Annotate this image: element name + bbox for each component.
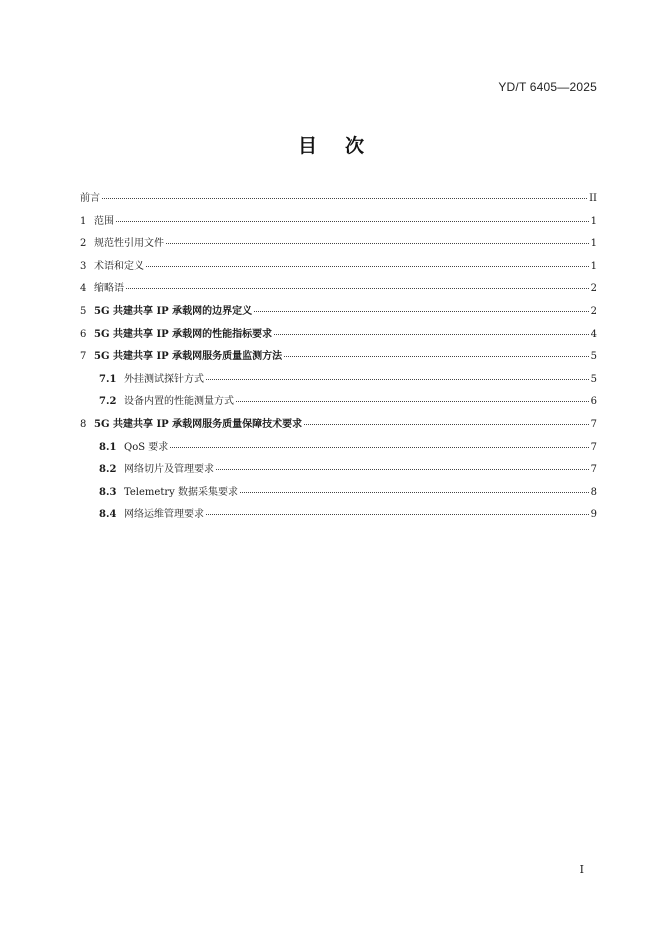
entry-page: 5 (590, 373, 597, 385)
entry-page: 5 (590, 351, 597, 363)
entry-page: 9 (590, 509, 597, 521)
entry-number: 8.3 (99, 486, 117, 498)
entry-page: 7 (590, 464, 597, 476)
entry-title: 5G 共建共享 IP 承载网的边界定义 (94, 305, 253, 317)
entry-title: 5G 共建共享 IP 承载网服务质量保障技术要求 (94, 418, 303, 430)
entry-title: 术语和定义 (94, 260, 144, 272)
toc-entry-7[interactable] (80, 350, 597, 373)
toc-entry-1[interactable] (80, 215, 597, 238)
entry-page: 1 (590, 238, 597, 250)
dot-leader (126, 288, 589, 289)
entry-number: 2 (80, 238, 87, 250)
entry-number: 8.4 (99, 509, 117, 521)
entry-title: 5G 共建共享 IP 承载网服务质量监测方法 (94, 351, 283, 363)
dot-leader (166, 243, 589, 244)
toc-entry-7-2[interactable] (80, 395, 597, 418)
table-of-contents (80, 192, 597, 531)
toc-entry-2[interactable] (80, 237, 597, 260)
entry-title: 网络切片及管理要求 (124, 464, 214, 476)
entry-title: Telemetry 数据采集要求 (124, 486, 238, 498)
dot-leader (116, 221, 589, 222)
entry-number: 7.2 (99, 396, 117, 408)
entry-title: 网络运维管理要求 (124, 509, 204, 521)
dot-leader (254, 311, 588, 312)
dot-leader (284, 356, 588, 357)
entry-page: 1 (590, 260, 597, 272)
dot-leader (206, 379, 589, 380)
entry-title: QoS 要求 (124, 441, 169, 453)
dot-leader (236, 401, 589, 402)
page-number: I (579, 863, 584, 876)
dot-leader (102, 198, 587, 199)
entry-title: 范围 (94, 215, 114, 227)
dot-leader (274, 334, 588, 335)
entry-page: 7 (590, 418, 597, 430)
entry-number: 3 (80, 260, 87, 272)
entry-number: 6 (80, 328, 87, 340)
toc-entry-8-3[interactable] (80, 486, 597, 509)
entry-title: 规范性引用文件 (94, 238, 164, 250)
dot-leader (240, 492, 589, 493)
entry-number: 8 (80, 418, 87, 430)
toc-title: 目次 (297, 135, 392, 157)
entry-page: 7 (590, 441, 597, 453)
toc-entry-foreword[interactable] (80, 192, 597, 215)
entry-title: 5G 共建共享 IP 承载网的性能指标要求 (94, 328, 273, 340)
toc-entry-8[interactable] (80, 418, 597, 441)
toc-entry-8-2[interactable] (80, 463, 597, 486)
entry-number: 7 (80, 351, 87, 363)
dot-leader (170, 447, 588, 448)
dot-leader (216, 469, 589, 470)
entry-number: 8.2 (99, 464, 117, 476)
toc-entry-3[interactable] (80, 260, 597, 283)
toc-entry-4[interactable] (80, 282, 597, 305)
entry-number: 5 (80, 305, 87, 317)
dot-leader (206, 514, 589, 515)
entry-page: II (589, 193, 597, 204)
entry-page: 6 (590, 396, 597, 408)
toc-entry-8-1[interactable] (80, 441, 597, 464)
entry-page: 4 (590, 328, 597, 340)
toc-entry-6[interactable] (80, 328, 597, 351)
entry-title: 设备内置的性能测量方式 (124, 396, 234, 408)
entry-number: 1 (80, 215, 87, 227)
entry-page: 2 (590, 305, 597, 317)
entry-page: 8 (590, 486, 597, 498)
toc-entry-5[interactable] (80, 305, 597, 328)
entry-title: 外挂测试探针方式 (124, 373, 204, 385)
entry-title: 前言 (80, 193, 100, 204)
dot-leader (304, 424, 588, 425)
entry-page: 2 (590, 283, 597, 295)
entry-number: 4 (80, 283, 87, 295)
dot-leader (146, 266, 589, 267)
toc-entry-8-4[interactable] (80, 508, 597, 531)
entry-number: 7.1 (99, 373, 117, 385)
toc-entry-7-1[interactable] (80, 373, 597, 396)
entry-page: 1 (590, 215, 597, 227)
document-code: YD/T 6405—2025 (498, 80, 597, 94)
entry-title: 缩略语 (94, 283, 124, 295)
entry-number: 8.1 (99, 441, 117, 453)
